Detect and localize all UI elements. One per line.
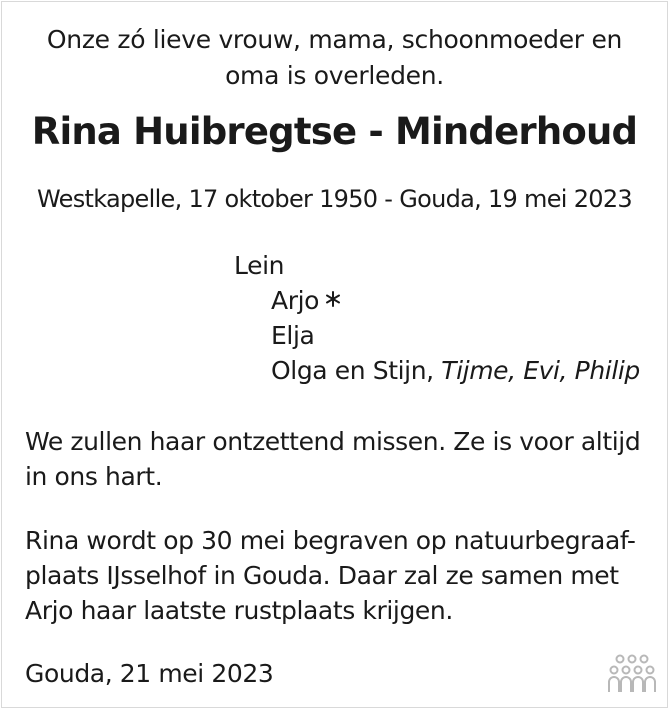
- family-people-icon: [606, 654, 658, 694]
- family-list: [234, 248, 640, 388]
- burial-info: Rina wordt op 30 mei begraven op natuurbegraaf-plaats IJsselhof in Gouda. Daar zal ze samen met Arjo haar laatste rustplaats krijgen.: [25, 526, 636, 625]
- family-child: [234, 283, 640, 318]
- closing-sentiment: We zullen haar ontzettend missen. Ze is voor altijd in ons hart.: [25, 427, 641, 491]
- family-child: [234, 353, 640, 388]
- grandchildren-names: Tijme, Evi, Philip: [441, 356, 640, 385]
- intro-text: [0, 22, 669, 94]
- intro-line-2: oma is overleden.: [225, 61, 444, 90]
- deceased-name: Rina Huibregtse - Minderhoud: [31, 110, 638, 153]
- intro-line-1: Onze zó lieve vrouw, mama, schoonmoeder en: [46, 25, 623, 54]
- birth-death-dates: Westkapelle, 17 oktober 1950 - Gouda, 19 mei 2023: [37, 185, 632, 213]
- place-and-date: Gouda, 21 mei 2023: [25, 659, 274, 688]
- family-child-name: Arjo: [271, 286, 320, 315]
- star-icon: [325, 291, 341, 307]
- family-child-name: Olga en Stijn,: [271, 356, 434, 385]
- family-spouse: Lein: [234, 251, 285, 280]
- family-child: [234, 318, 640, 353]
- family-child-name: Elja: [271, 321, 315, 350]
